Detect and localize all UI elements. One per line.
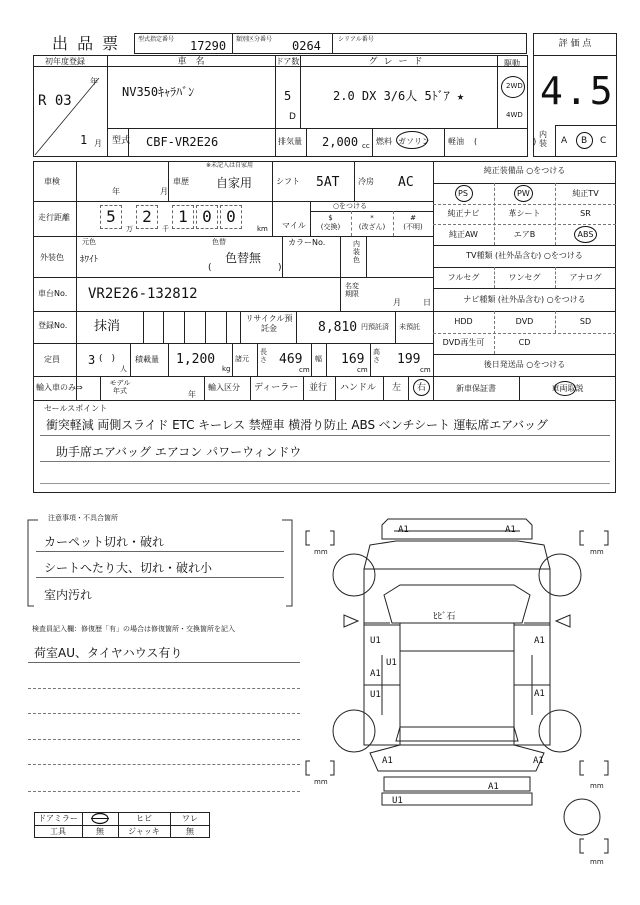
drive-4wd: 4WD	[506, 111, 523, 119]
displacement: 2,000	[322, 135, 359, 149]
doors-label: ドア数	[275, 57, 300, 66]
height-unit: cm	[420, 366, 431, 374]
unit-man: 万	[126, 225, 133, 233]
first-reg-month-unit: 月	[94, 139, 102, 148]
inspection-year-unit: 年	[112, 187, 120, 196]
mileage-digit-5: 0	[220, 205, 242, 229]
color-label: 外装色	[40, 253, 64, 262]
interior-c: C	[600, 136, 607, 146]
doors: 5	[284, 89, 292, 103]
mm-front-right: mm	[590, 548, 604, 556]
equip-ps-circle	[455, 185, 473, 202]
handle-right: 右	[417, 383, 427, 393]
int-color-label: 内装色	[353, 240, 360, 265]
width: 169	[341, 352, 365, 367]
jack-value: 無	[186, 827, 194, 836]
equip-leather: 革シート	[508, 209, 541, 218]
history-label: 車歴	[173, 177, 189, 186]
equip-sr: SR	[580, 209, 591, 218]
ac-label: 冷房	[358, 177, 374, 186]
tools-value: 無	[96, 827, 104, 836]
fuel-gasoline-circle	[396, 131, 428, 149]
chassis-label: 車台No.	[38, 289, 68, 298]
type-number: 17290	[190, 39, 227, 53]
sales-title: セールスポイント	[44, 404, 108, 413]
mileage-digit-3: 1	[172, 205, 194, 229]
equip-tv: 純正TV	[572, 189, 599, 198]
first-reg-label: 初年度登録	[45, 57, 85, 66]
evaluation-score: 4.5	[540, 69, 615, 113]
navi-kind-title: ナビ種類 (社外品含む) ○をつける	[463, 295, 586, 304]
mark-left-front-door: U1	[370, 636, 381, 646]
recycle-not: 未預託	[399, 323, 420, 331]
handle-right-circle	[413, 379, 430, 396]
fuel-diesel: 軽油	[448, 137, 464, 146]
model-name-label: 車 名	[177, 57, 205, 67]
first-reg-year: R 03	[38, 93, 72, 109]
mark-rear-bumper: A1	[488, 782, 499, 792]
name-change-label: 名変期限	[345, 282, 359, 299]
model-code-label: 型式	[112, 136, 131, 146]
capacity: 3	[88, 353, 96, 367]
mm-spare: mm	[590, 858, 604, 866]
load-unit: kg	[222, 365, 231, 373]
color-no-label: カラーNo.	[288, 238, 326, 247]
model-year-label: モデル 年式	[109, 379, 131, 396]
interior-b-circle	[576, 132, 593, 149]
width-label: 幅	[315, 355, 322, 363]
repaint-label: 色替	[212, 238, 226, 246]
mm-rear-left: mm	[314, 778, 328, 786]
orig-color-label: 元色	[82, 238, 96, 246]
reg-no-label: 登録No.	[38, 321, 68, 330]
equip-pw-circle	[514, 185, 533, 202]
unit-km: km	[257, 225, 268, 233]
mark-right-front-door: A1	[534, 636, 545, 646]
recycle-unit: 円預託済	[361, 323, 389, 331]
mm-front-left: mm	[314, 548, 328, 556]
vehicle-manual: 車両取説	[551, 384, 584, 393]
handle-label: ハンドル	[340, 383, 377, 393]
height-label: 高さ	[373, 348, 380, 365]
equip-title: 純正装備品 ○をつける	[483, 166, 566, 175]
grade-col-label: グレード	[368, 57, 429, 67]
ac: AC	[398, 175, 414, 190]
meter-change-label: ○をつける	[332, 202, 368, 210]
model-code: CBF-VR2E26	[146, 135, 219, 149]
mark-rear-step: U1	[392, 796, 403, 806]
load-label: 積載量	[135, 355, 159, 364]
interior-grade-label: 内装	[539, 130, 547, 148]
notes-title: 注意事項・不具合箇所	[48, 514, 118, 522]
length-label: 長さ	[260, 348, 267, 365]
drive-2wd-circle	[501, 76, 525, 98]
tv-kind-title: TV種類 (社外品含む) ○をつける	[466, 251, 583, 260]
meter-tamper: * (改ざん)	[358, 214, 386, 232]
first-reg-year-unit: 年	[90, 77, 98, 86]
tv-fullseg: フルセグ	[447, 273, 480, 282]
serial-number-label: シリアル番号	[338, 36, 374, 43]
mileage-digit-1: 5	[100, 205, 122, 229]
mm-rear-right: mm	[590, 782, 604, 790]
orig-color: ﾎﾜｲﾄ	[80, 255, 99, 265]
recycle-label: リサイクル預託金	[245, 314, 293, 333]
inspection-label: 車検	[44, 177, 60, 186]
name-change-month: 月	[393, 298, 401, 307]
navi-dvd: DVD	[515, 317, 534, 326]
inspector-title: 検査員記入欄：修復歴「有」の場合は修復箇所・交換箇所を記入	[32, 625, 235, 633]
tv-analog: アナログ	[569, 273, 602, 282]
first-reg-month: 1	[80, 133, 88, 147]
repaint-paren-close: )	[278, 263, 282, 273]
grade-text: 2.0 DX 3/6人 5ﾄﾞｱ ★	[333, 89, 465, 103]
note-line-2: シートへたり大、切れ・破れ小	[44, 561, 213, 575]
name-change-day: 日	[423, 298, 431, 307]
capacity-paren: ( )	[99, 354, 116, 364]
equip-abs: ABS	[577, 230, 594, 239]
mileage-digit-4: 0	[196, 205, 218, 229]
displacement-unit: cc	[362, 142, 370, 150]
shift-label: シフト	[276, 177, 300, 186]
model-name: NV350ｷｬﾗﾊﾞﾝ	[122, 85, 195, 99]
dims-label: 諸元	[235, 355, 249, 363]
class-number: 0264	[292, 39, 321, 53]
capacity-unit: 人	[120, 365, 127, 373]
form-title: 出 品 票	[52, 34, 121, 53]
drive-2wd: 2WD	[506, 82, 523, 90]
tools-label: 工具	[50, 827, 66, 836]
equip-ps: PS	[458, 189, 468, 198]
repaint-paren-open: (	[208, 263, 212, 273]
crack-ware: ワレ	[182, 814, 198, 823]
equip-abs-circle	[574, 226, 597, 243]
displacement-label: 排気量	[278, 137, 302, 146]
unit-sen: 千	[162, 225, 169, 233]
door-mirror-label: ドアミラー	[38, 814, 78, 823]
door-mirror-mark	[88, 812, 112, 825]
meter-unknown: # (不明)	[403, 214, 423, 232]
chassis-number: VR2E26-132812	[88, 286, 198, 302]
tv-oneseg: ワンセグ	[508, 273, 541, 282]
new-car-warranty: 新車保証書	[456, 384, 496, 393]
inspector-line: 荷室AU、タイヤハウス有り	[34, 646, 183, 660]
recycle-amount: 8,810	[318, 320, 358, 335]
mileage-label: 走行距離	[38, 213, 70, 222]
navi-hdd: HDD	[454, 317, 473, 326]
meter-mile: マイル	[282, 221, 306, 230]
mark-front-bumper-right: A1	[505, 525, 516, 535]
interior-b: B	[581, 136, 588, 146]
evaluation-label: 評 価 点	[558, 39, 592, 49]
model-year-unit: 年	[188, 390, 196, 399]
interior-a: A	[561, 136, 568, 146]
mark-front-bumper-left: A1	[398, 525, 409, 535]
sales-line-2: 助手席エアバッグ エアコン パワーウィンドウ	[56, 445, 302, 459]
reg-no: 抹消	[94, 319, 121, 334]
type-number-label: 型式指定番号	[138, 36, 175, 43]
dvd-play: DVD再生可	[442, 338, 485, 347]
note-line-1: カーペット切れ・破れ	[44, 535, 165, 549]
mark-roof-chip: ﾋﾋﾞ石	[433, 612, 456, 622]
handle-left: 左	[392, 383, 402, 393]
fuel-label: 燃料	[376, 137, 392, 146]
equip-navi: 純正ナビ	[447, 209, 480, 218]
navi-cd: CD	[518, 338, 531, 347]
mark-rear-right: A1	[533, 756, 544, 766]
mark-left-slide-a1: A1	[370, 669, 381, 679]
later-title: 後日発送品 ○をつける	[483, 360, 566, 369]
navi-sd: SD	[579, 317, 592, 326]
class-number-label: 類別区分番号	[236, 36, 273, 43]
repaint: 色替無	[225, 251, 262, 265]
doors-sub: D	[289, 112, 296, 122]
capacity-label: 定員	[44, 355, 60, 364]
mileage-digit-2: 2	[136, 205, 158, 229]
inspection-month-unit: 月	[160, 187, 168, 196]
import-label: 輸入車のみ⇒	[36, 383, 83, 392]
load: 1,200	[176, 352, 216, 367]
shift: 5AT	[316, 175, 340, 190]
length-unit: cm	[299, 366, 310, 374]
mark-left-slide-upper: U1	[386, 658, 397, 668]
history: 自家用	[216, 176, 253, 190]
width-unit: cm	[357, 366, 368, 374]
mark-left-rear: U1	[370, 690, 381, 700]
jack-label: ジャッキ	[128, 827, 160, 836]
height: 199	[397, 352, 421, 367]
sales-line-1: 衝突軽減 両側スライド ETC キーレス 禁煙車 横滑り防止 ABS ベンチシート 運転席エアバッグ	[46, 418, 548, 432]
mark-rear-left: A1	[382, 756, 393, 766]
length: 469	[279, 352, 303, 367]
meter-exchange: $ (交換)	[320, 214, 341, 232]
equip-airbag: エアB	[513, 230, 536, 239]
drive-label: 駆動	[504, 59, 520, 68]
parallel: 並行	[309, 383, 328, 393]
equip-pw: PW	[517, 189, 530, 198]
mark-right-rear: A1	[534, 689, 545, 699]
dealer: ディーラー	[254, 383, 299, 393]
import-type-label: 輸入区分	[208, 383, 240, 392]
crack-hibi: ヒビ	[136, 814, 152, 823]
unlisted-note: ※未記入は自家用	[206, 162, 254, 169]
note-line-3: 室内汚れ	[44, 588, 93, 602]
fuel-paren: ( )	[474, 137, 537, 146]
fuel-gasoline: ガソリン	[398, 137, 430, 146]
damage-diagram	[300, 505, 640, 905]
equip-aw: 純正AW	[449, 230, 478, 239]
vehicle-manual-circle	[554, 381, 576, 396]
